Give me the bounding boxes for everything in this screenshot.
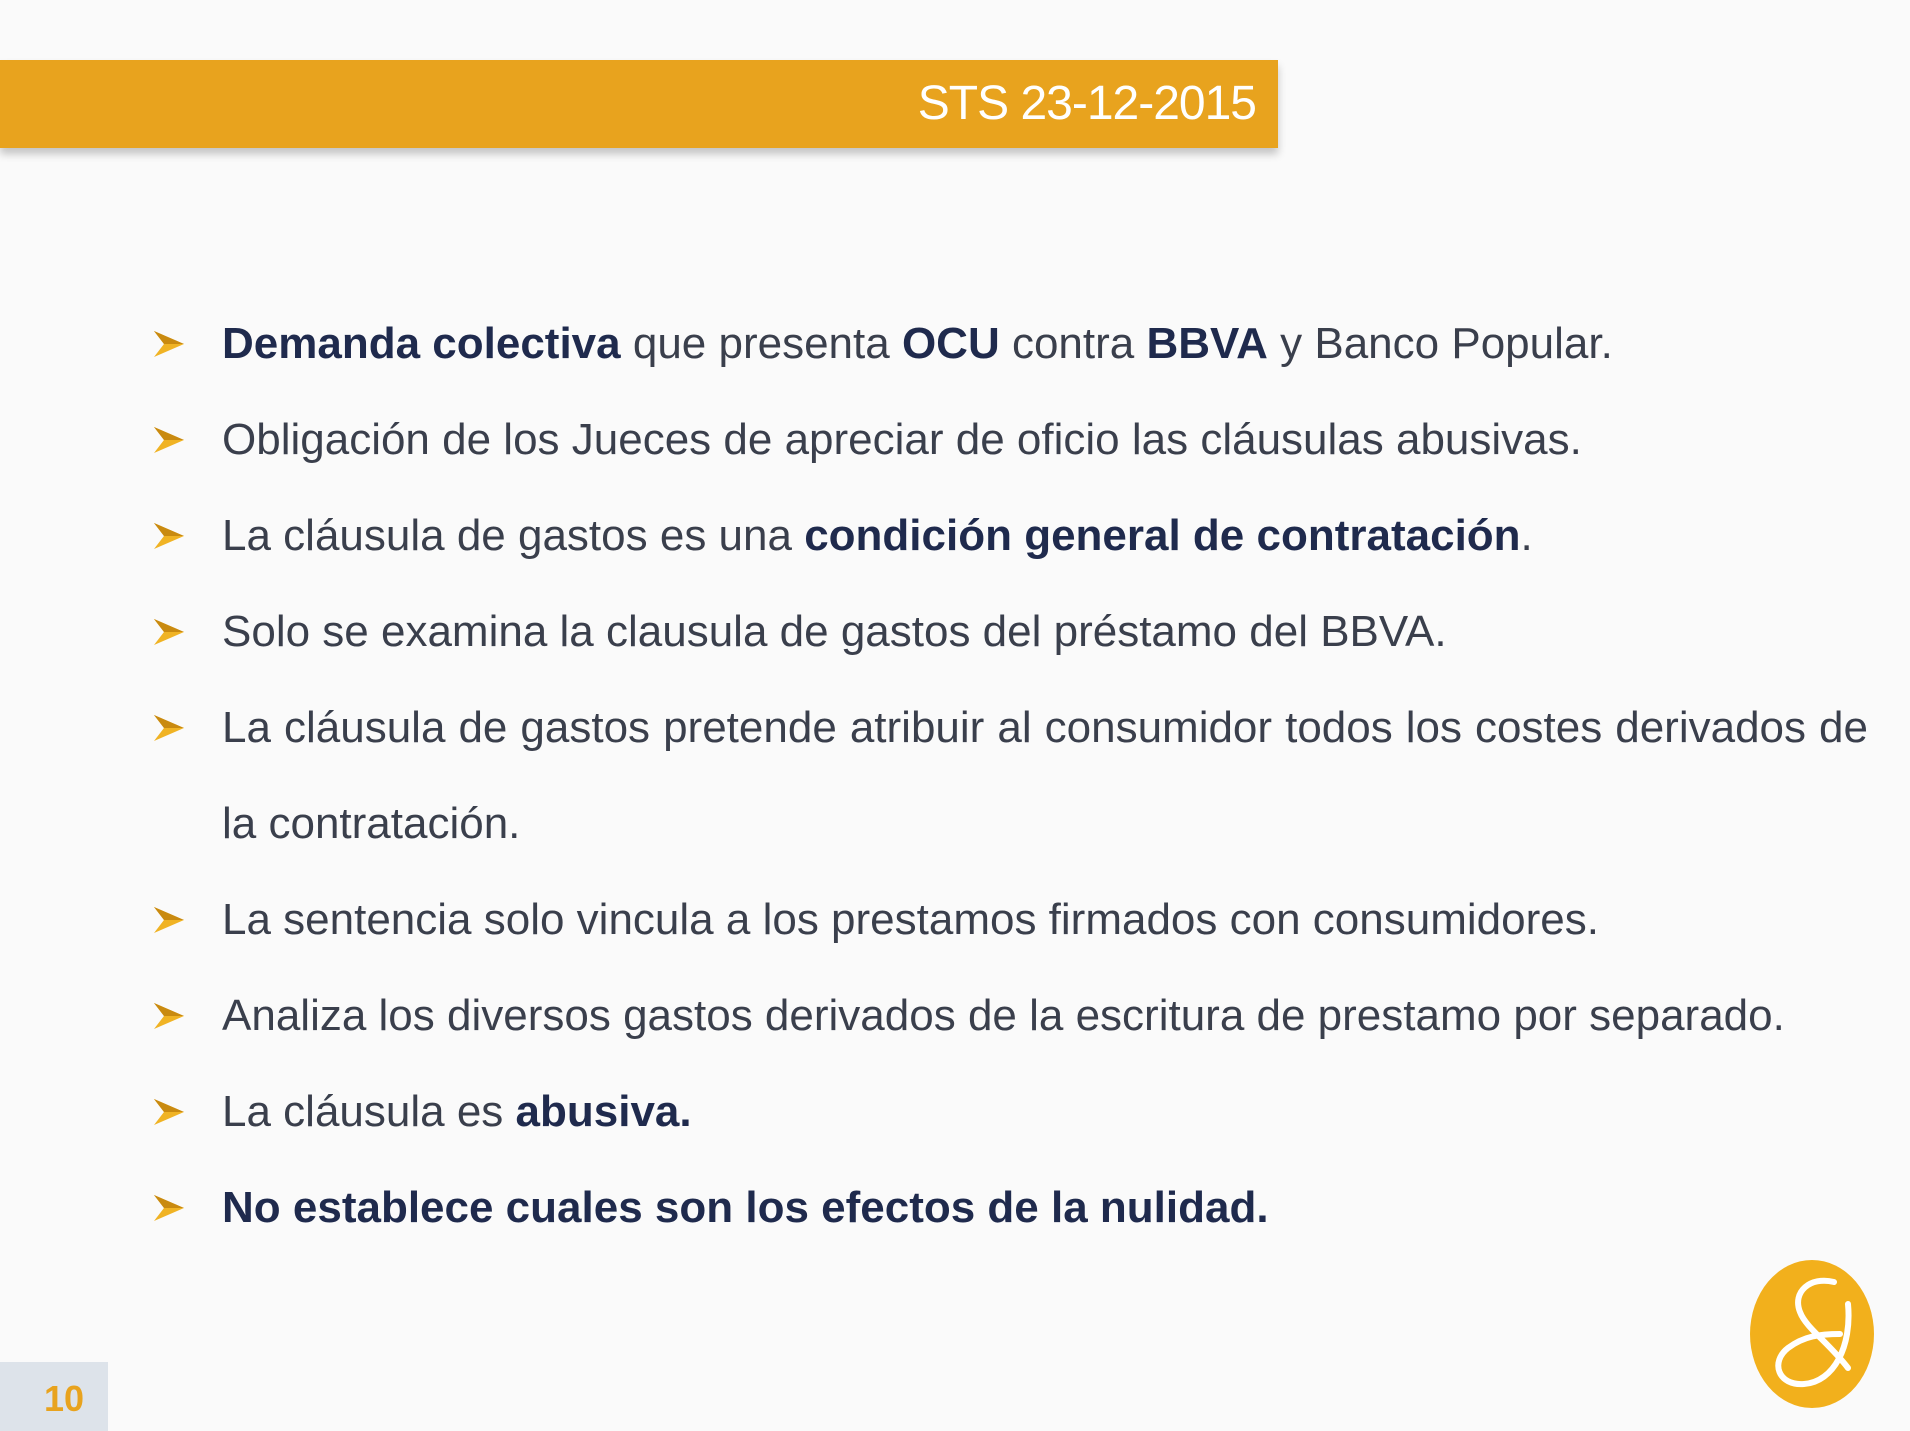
bullet-text-bold: abusiva.	[515, 1087, 692, 1136]
arrow-bullet-icon	[152, 1193, 186, 1223]
page-number-box	[0, 1362, 108, 1431]
arrow-bullet-icon	[152, 1001, 186, 1031]
bullet-item	[148, 1160, 1868, 1256]
bullet-text-bold: No establece cuales son los efectos de la nulidad.	[222, 1183, 1269, 1232]
slide-title: STS 23-12-2015	[917, 77, 1256, 130]
arrow-bullet-icon	[152, 521, 186, 551]
bullet-text-bold: BBVA	[1146, 319, 1268, 368]
bullet-item	[148, 680, 1868, 872]
arrow-bullet-icon	[152, 713, 186, 743]
bullet-text: La sentencia solo vincula a los prestamos firmados con consumidores.	[222, 895, 1599, 944]
arrow-bullet-icon	[152, 905, 186, 935]
bullet-text: Obligación de los Jueces de apreciar de oficio las cláusulas abusivas.	[222, 415, 1582, 464]
ampersand-logo-icon	[1748, 1246, 1878, 1410]
bullet-text-bold: Demanda colectiva	[222, 319, 621, 368]
arrow-bullet-icon	[152, 617, 186, 647]
bullet-list	[148, 296, 1868, 1256]
title-bar	[0, 60, 1278, 148]
bullet-item	[148, 584, 1868, 680]
bullet-item	[148, 488, 1868, 584]
arrow-bullet-icon	[152, 425, 186, 455]
bullet-text: .	[1520, 511, 1533, 560]
bullet-item	[148, 296, 1868, 392]
page-number: 10	[44, 1378, 85, 1419]
bullet-item	[148, 392, 1868, 488]
bullet-text-bold: condición general de contratación	[804, 511, 1521, 560]
arrow-bullet-icon	[152, 329, 186, 359]
arrow-bullet-icon	[152, 1097, 186, 1127]
bullet-text: Solo se examina la clausula de gastos del préstamo del BBVA.	[222, 607, 1447, 656]
bullet-text: que presenta	[620, 319, 902, 368]
bullet-text: contra	[999, 319, 1147, 368]
bullet-text: y Banco Popular.	[1267, 319, 1613, 368]
bullet-text: La cláusula de gastos pretende atribuir al consumidor todos los costes derivados de la contratación.	[222, 703, 1868, 848]
bullet-text: La cláusula de gastos es una	[222, 511, 805, 560]
bullet-item	[148, 872, 1868, 968]
bullet-text: La cláusula es	[222, 1087, 516, 1136]
bullet-text-bold: OCU	[901, 319, 1000, 368]
bullet-item	[148, 1064, 1868, 1160]
bullet-item	[148, 968, 1868, 1064]
bullet-text: Analiza los diversos gastos derivados de la escritura de prestamo por separado.	[222, 991, 1785, 1040]
